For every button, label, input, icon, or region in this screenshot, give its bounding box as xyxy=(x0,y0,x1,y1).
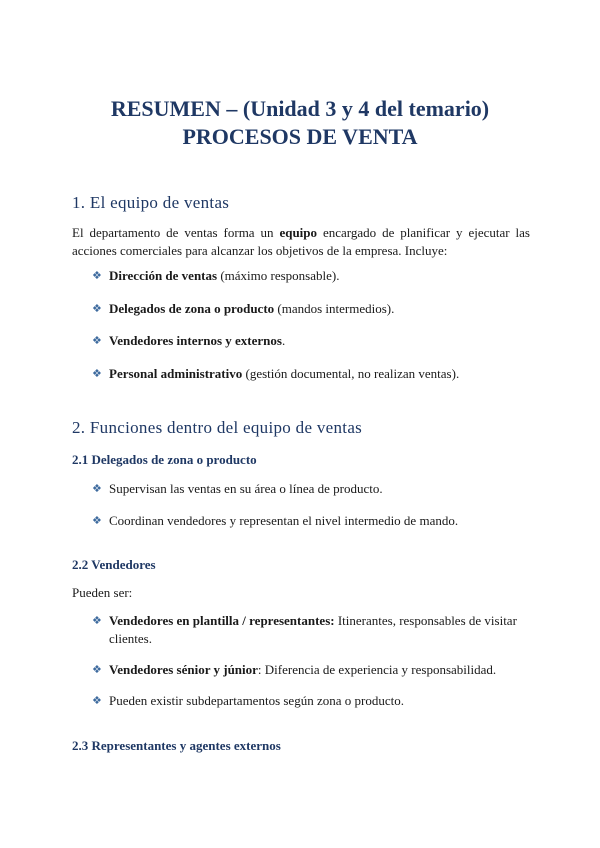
subsection-2-2-intro: Pueden ser: xyxy=(72,585,133,600)
list-item xyxy=(92,661,532,679)
list-item-text: Coordinan vendedores y representan el nivel intermedio de mando. xyxy=(109,513,459,528)
list-item-text: : Diferencia de experiencia y responsabilidad. xyxy=(257,662,497,677)
diamond-bullet-icon: ❖ xyxy=(92,302,102,315)
diamond-bullet-icon: ❖ xyxy=(92,694,102,707)
intro-text-start: El departamento de ventas forma un xyxy=(72,225,280,240)
list-item xyxy=(92,512,532,530)
diamond-bullet-icon: ❖ xyxy=(92,614,102,627)
list-item-bold: Vendedores sénior y júnior xyxy=(109,662,258,677)
diamond-bullet-icon: ❖ xyxy=(92,482,102,495)
list-item xyxy=(92,365,532,383)
list-item-bold: Dirección de ventas xyxy=(109,268,218,283)
diamond-bullet-icon: ❖ xyxy=(92,269,102,282)
list-item-text: Itinerantes, responsables de visitar clientes. xyxy=(109,613,517,646)
list-item-text: (máximo responsable). xyxy=(217,268,340,283)
list-item-text: (gestión documental, no realizan ventas). xyxy=(242,366,460,381)
list-item-text: Supervisan las ventas en su área o línea de producto. xyxy=(109,481,383,496)
document-subtitle: PROCESOS DE VENTA xyxy=(182,124,418,149)
list-item-text: Pueden existir subdepartamentos según zona o producto. xyxy=(109,693,404,708)
list-item xyxy=(92,267,532,285)
subsection-2-1-heading: 2.1 Delegados de zona o producto xyxy=(72,452,257,467)
list-item xyxy=(92,480,532,498)
list-item xyxy=(92,332,532,350)
intro-text-bold: equipo xyxy=(279,225,318,240)
section-1-intro xyxy=(72,224,530,260)
list-item-bold: Vendedores internos y externos xyxy=(109,333,282,348)
list-item-bold: Personal administrativo xyxy=(109,366,243,381)
document-title: RESUMEN – (Unidad 3 y 4 del temario) xyxy=(110,96,490,121)
subsection-2-2-heading: 2.2 Vendedores xyxy=(72,557,156,572)
diamond-bullet-icon: ❖ xyxy=(92,514,102,527)
list-item-text: . xyxy=(281,333,286,348)
subsection-2-3-heading: 2.3 Representantes y agentes externos xyxy=(72,738,281,753)
diamond-bullet-icon: ❖ xyxy=(92,663,102,676)
list-item-bold: Delegados de zona o producto xyxy=(109,301,275,316)
section-2-heading: 2. Funciones dentro del equipo de ventas xyxy=(72,418,363,437)
diamond-bullet-icon: ❖ xyxy=(92,367,102,380)
intro-text-end: encargado de planificar y ejecutar las acciones comerciales para alcanzar los objetivos de la empresa. Incluye: xyxy=(72,225,530,258)
section-1-heading: 1. El equipo de ventas xyxy=(72,193,230,212)
list-item xyxy=(92,300,532,318)
list-item xyxy=(92,612,532,648)
list-item-text: (mandos intermedios). xyxy=(274,301,395,316)
list-item-bold: Vendedores en plantilla / representantes: xyxy=(109,613,335,628)
list-item xyxy=(92,692,532,710)
diamond-bullet-icon: ❖ xyxy=(92,334,102,347)
